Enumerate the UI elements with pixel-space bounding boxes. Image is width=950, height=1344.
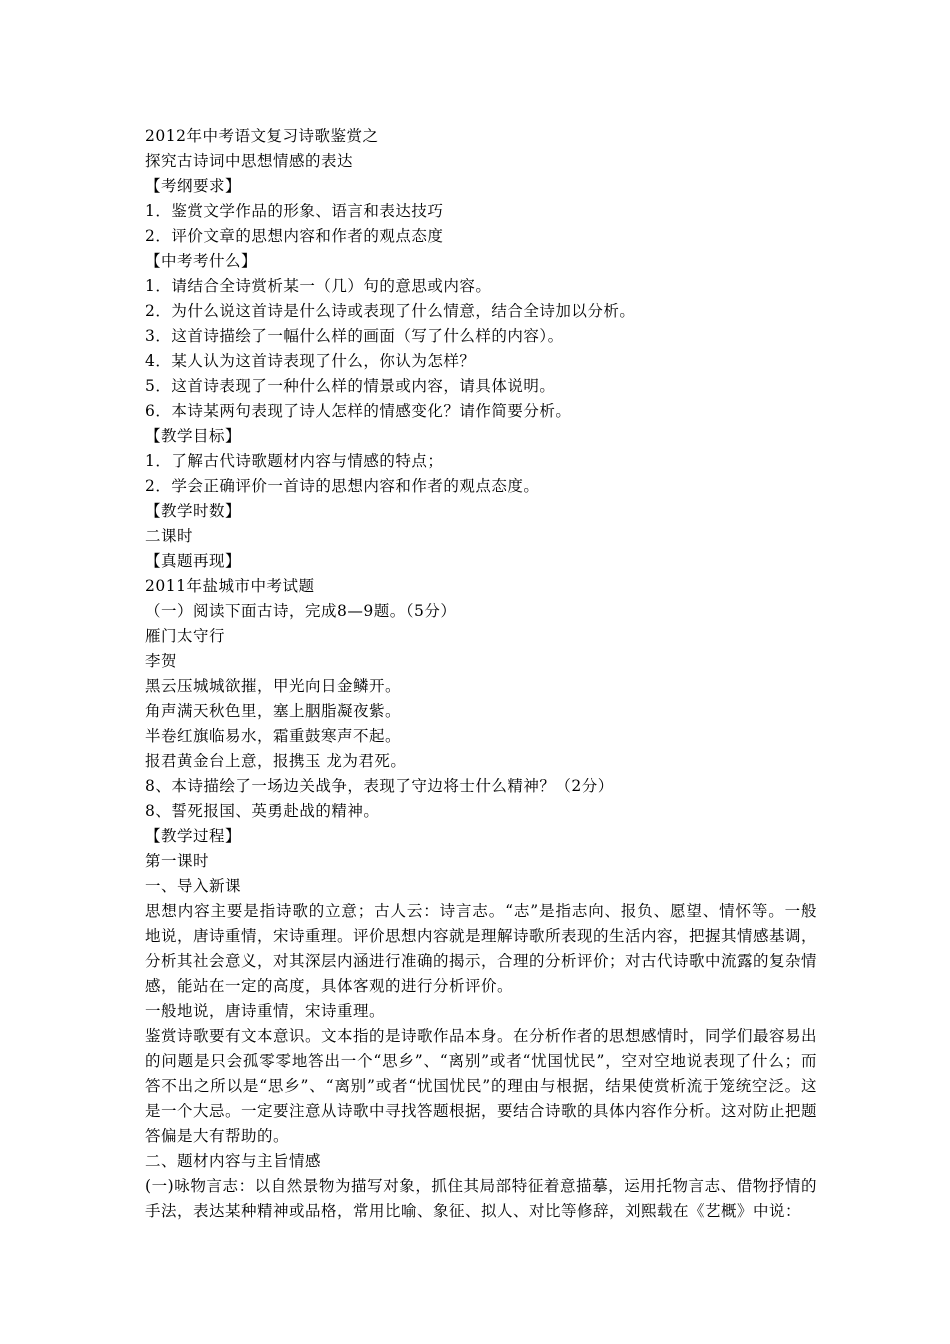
exam-item: 4．某人认为这首诗表现了什么，你认为怎样？ — [145, 352, 476, 370]
body-paragraph: 鉴赏诗歌要有文本意识。文本指的是诗歌作品本身。在分析作者的思想感情时，同学们最容易出的问题是只会孤零零地答出一个“思乡”、“离别”或者“忧国忧民”，空对空地说表现了什么；而答不出之所以是“思乡”、“离别”或者“忧国忧民”的理由与根据，结果使赏析流于笼统空泛。这是一个大忌。一定要注意从诗歌中寻找答题根据，要结合诗歌的具体内容作分析。这对防止把题答偏是大有帮助的。 — [145, 1027, 818, 1145]
poem-line: 半卷红旗临易水，霜重鼓寒声不起。 — [145, 727, 402, 745]
section-heading-exam: 【中考考什么】 — [145, 252, 258, 270]
exam-item: 6．本诗某两句表现了诗人怎样的情感变化？请作简要分析。 — [145, 402, 572, 420]
lesson-heading: 第一课时 — [145, 852, 210, 870]
section-heading-goals: 【教学目标】 — [145, 427, 242, 445]
part-heading: 二、题材内容与主旨情感 — [145, 1152, 322, 1170]
exam-item: 5．这首诗表现了一种什么样的情景或内容，请具体说明。 — [145, 377, 556, 395]
doc-title-line1: 2012年中考语文复习诗歌鉴赏之 — [145, 127, 379, 145]
poem-line: 角声满天秋色里，塞上胭脂凝夜紫。 — [145, 702, 402, 720]
outline-item: 2．评价文章的思想内容和作者的观点态度 — [145, 227, 444, 245]
section-heading-real-exam: 【真题再现】 — [145, 552, 242, 570]
body-paragraph: 思想内容主要是指诗歌的立意；古人云：诗言志。“志”是指志向、报负、愿望、情怀等。一般地说，唐诗重情，宋诗重理。评价思想内容就是理解诗歌所表现的生活内容，把握其情感基调，分析其社会意义，对其深层内涵进行准确的揭示，合理的分析评价；对古代诗歌中流露的复杂情感，能站在一定的高度，具体客观的进行分析评价。 — [145, 902, 818, 995]
real-exam-source: 2011年盐城市中考试题 — [145, 577, 315, 595]
document-page — [145, 124, 817, 1224]
poem-author: 李贺 — [145, 652, 178, 670]
poem-title: 雁门太守行 — [145, 627, 226, 645]
exam-item: 3．这首诗描绘了一幅什么样的画面（写了什么样的内容）。 — [145, 327, 564, 345]
section-heading-hours: 【教学时数】 — [145, 502, 242, 520]
section-heading-outline: 【考纲要求】 — [145, 177, 242, 195]
poem-line: 报君黄金台上意，报携玉 龙为君死。 — [145, 752, 407, 770]
exam-item: 1．请结合全诗赏析某一（几）句的意思或内容。 — [145, 277, 492, 295]
part-heading: 一、导入新课 — [145, 877, 242, 895]
exam-item: 2．为什么说这首诗是什么诗或表现了什么情意，结合全诗加以分析。 — [145, 302, 636, 320]
poem-line: 黑云压城城欲摧，甲光向日金鳞开。 — [145, 677, 402, 695]
real-exam-instruction: （一）阅读下面古诗，完成8—9题。（5分） — [145, 602, 457, 620]
hours-text: 二课时 — [145, 527, 194, 545]
body-paragraph: (一)咏物言志：以自然景物为描写对象，抓住其局部特征着意描摹，运用托物言志、借物抒情的手法，表达某种精神或品格，常用比喻、象征、拟人、对比等修辞，刘熙载在《艺概》中说： — [145, 1177, 817, 1220]
exam-question: 8、本诗描绘了一场边关战争，表现了守边将士什么精神？（2分） — [145, 777, 614, 795]
body-paragraph: 一般地说，唐诗重情，宋诗重理。 — [145, 1002, 386, 1020]
section-heading-process: 【教学过程】 — [145, 827, 242, 845]
goal-item: 2．学会正确评价一首诗的思想内容和作者的观点态度。 — [145, 477, 540, 495]
outline-item: 1．鉴赏文学作品的形象、语言和表达技巧 — [145, 202, 444, 220]
goal-item: 1．了解古代诗歌题材内容与情感的特点； — [145, 452, 444, 470]
doc-title-line2: 探究古诗词中思想情感的表达 — [145, 152, 354, 170]
exam-answer: 8、誓死报国、英勇赴战的精神。 — [145, 802, 380, 820]
